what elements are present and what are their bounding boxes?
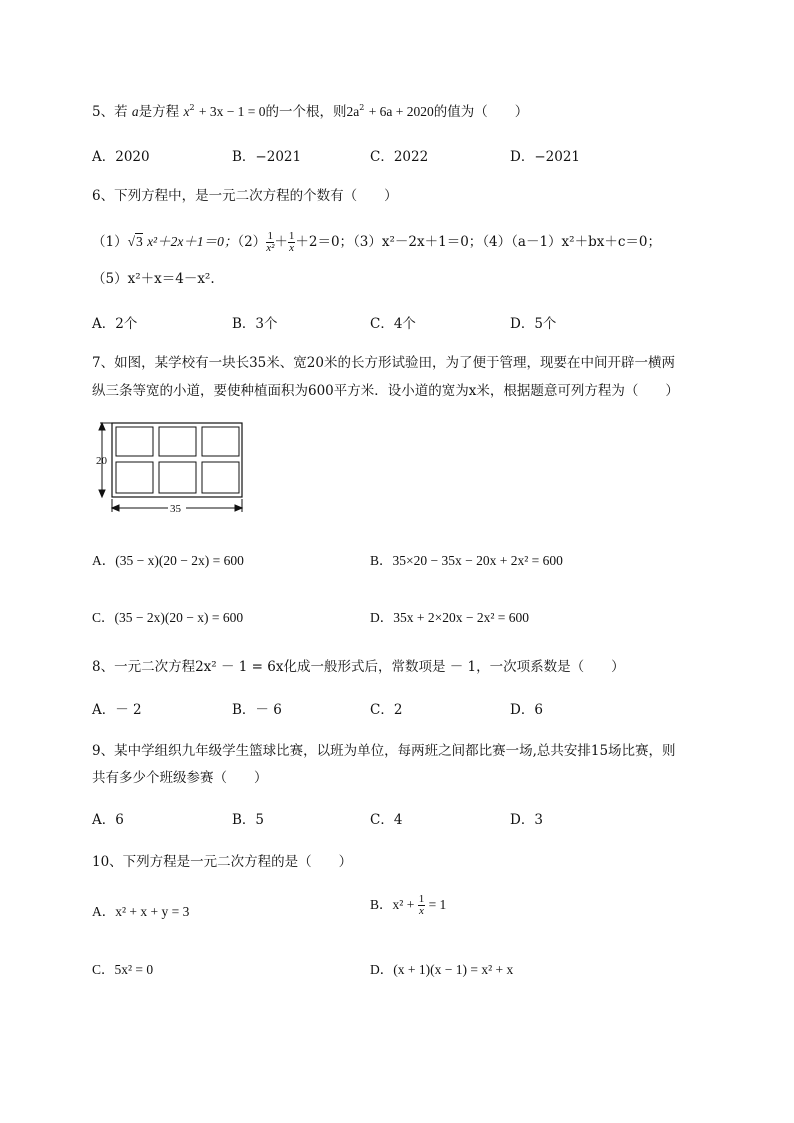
q6-option-a: A．2个 (92, 316, 138, 332)
q7-option-a: A．(35 − x)(20 − 2x) = 600 (92, 553, 244, 568)
q6-option-b: B．3个 (232, 316, 278, 332)
question-8-stem: 8、一元二次方程2x² － 1 = 6x化成一般形式后，常数项是 － 1，一次项系数是（ ） (92, 659, 625, 675)
q5-option-c: C．2022 (370, 149, 429, 165)
q5-option-d: D．−2021 (510, 149, 580, 165)
question-9-stem-line2: 共有多少个班级参赛（ ） (92, 770, 268, 786)
question-6-items-line2: （5）x²＋x＝4－x². (92, 271, 215, 287)
field-plots (116, 427, 239, 493)
question-5: 5、若 a是方程 $x^2 + 3x - 1 = 0$的一个根，则$2a^2 + 6a + 2020$的值为（ ） (92, 103, 529, 120)
q9-option-c: C．4 (370, 812, 403, 828)
q9-option-a: A．6 (92, 812, 124, 828)
q8-option-c: C．2 (370, 702, 403, 718)
question-9-stem-line1: 9、某中学组织九年级学生篮球比赛，以班为单位，每两班之间都比赛一场,总共安排15场比赛，则 (92, 743, 676, 759)
q6-option-d: D．5个 (510, 316, 557, 332)
q10-option-d: D．(x + 1)(x − 1) = x² + x (370, 962, 514, 977)
question-7-stem-line1: 7、如图，某学校有一块长35米、宽20米的长方形试验田，为了便于管理，现要在中间开辟一横两 (92, 355, 675, 371)
fraction-1-over-x: $\frac{1}{x}$ (418, 893, 425, 918)
fraction-1-over-x: $\frac{1}{x}$ (288, 230, 295, 254)
q6-option-c: C．4个 (370, 316, 416, 332)
q5-option-a: A．2020 (92, 149, 150, 165)
fraction-1-over-x-squared: $\frac{1}{\text{x²}}$ (266, 230, 275, 254)
q10-option-a: A．x² + x + y = 3 (92, 904, 190, 919)
q10-option-c: C．5x² = 0 (92, 962, 154, 977)
q7-option-c: C．(35 − 2x)(20 − x) = 600 (92, 610, 244, 625)
q8-option-b: B．－ 6 (232, 702, 282, 718)
sqrt-symbol: √3 (127, 234, 143, 249)
question-7-stem-line2: 纵三条等宽的小道，要使种植面积为600平方米．设小道的宽为x米，根据题意可列方程为（ ） (92, 383, 679, 399)
height-label: 20 (96, 455, 107, 467)
q7-option-d: D．35x + 2×20x − 2x² = 600 (370, 610, 530, 625)
question-6-stem: 6、下列方程中，是一元二次方程的个数有（ ） (92, 188, 398, 204)
question-10-stem: 10、下列方程是一元二次方程的是（ ） (92, 854, 353, 870)
q5-option-b: B．−2021 (232, 149, 302, 165)
q9-option-b: B．5 (232, 812, 265, 828)
q10-option-b: B．x² + $\frac{1}{x}$ = 1 (370, 893, 447, 918)
field-outline (112, 423, 242, 497)
width-label: 35 (170, 503, 181, 515)
q9-option-d: D．3 (510, 812, 543, 828)
question-6-items-line1: （1）√3 x²＋2x＋1＝0；（2） $\frac{1}{\text{x²}}$ ＋ $\frac{1}{x}$ ＋2＝0；（3）x²－2x＋1＝0；（4）（a－1）x²＋bx＋c＝0； (92, 230, 661, 254)
q7-option-b: B．35×20 − 35x − 20x + 2x² = 600 (370, 553, 563, 568)
field-diagram (92, 415, 252, 517)
q8-option-d: D．6 (510, 702, 543, 718)
q8-option-a: A．－ 2 (92, 702, 142, 718)
